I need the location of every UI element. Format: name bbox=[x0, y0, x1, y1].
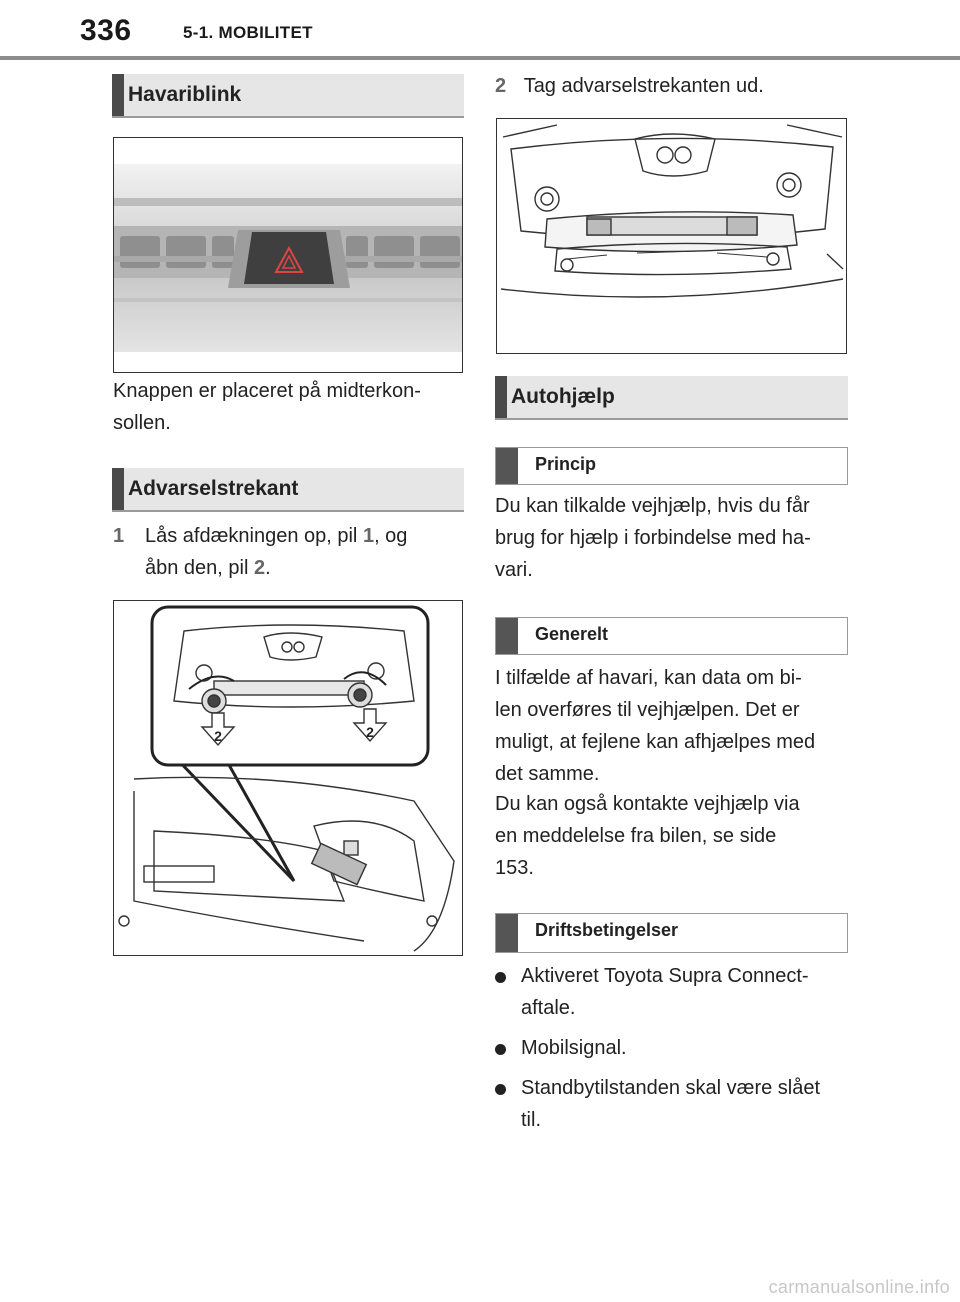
subheading-title: Generelt bbox=[535, 624, 609, 644]
subheading-marker bbox=[496, 914, 518, 952]
section-heading-autohjaelp bbox=[495, 376, 848, 420]
subheading-title: Driftsbetingelser bbox=[535, 920, 679, 940]
subheading-marker bbox=[496, 448, 518, 484]
text-line: I tilfælde af havari, kan data om bi- bbox=[495, 667, 802, 689]
text-line: muligt, at fejlene kan afhjælpes med bbox=[495, 731, 816, 753]
list-item bbox=[495, 960, 855, 1024]
step-text: . bbox=[265, 557, 271, 579]
section-title: Autohjælp bbox=[511, 385, 615, 408]
step-1 bbox=[113, 520, 463, 584]
bullet-icon bbox=[495, 972, 506, 983]
heading-marker bbox=[495, 376, 507, 418]
vent-slats-right bbox=[346, 236, 460, 268]
subheading-driftsbetingelser bbox=[495, 913, 848, 953]
section-heading-advarselstrekant bbox=[112, 468, 464, 512]
text-line: aftale. bbox=[521, 997, 576, 1019]
subheading-princip bbox=[495, 447, 848, 485]
vent-slats-left bbox=[120, 236, 234, 268]
text-line: til. bbox=[521, 1109, 541, 1131]
caption-line: sollen. bbox=[113, 412, 171, 434]
figure-trunk-cover bbox=[113, 600, 463, 956]
step-2 bbox=[495, 70, 764, 102]
subheading-generelt bbox=[495, 617, 848, 655]
step-number: 1 bbox=[113, 525, 125, 547]
step-line bbox=[145, 520, 463, 552]
text-line: len overføres til vejhjælpen. Det er bbox=[495, 699, 800, 721]
section-title: Advarselstrekant bbox=[128, 477, 299, 500]
step-number: 2 bbox=[495, 75, 507, 97]
text-line: Mobilsignal. bbox=[521, 1037, 627, 1059]
text-line: det samme. bbox=[495, 763, 600, 785]
hazard-button bbox=[244, 232, 334, 284]
text-line: en meddelelse fra bilen, se side bbox=[495, 825, 777, 847]
arrow-ref: 1 bbox=[362, 525, 375, 547]
generelt-paragraph-2 bbox=[495, 788, 800, 884]
generelt-paragraph-1 bbox=[495, 662, 815, 790]
list-item bbox=[495, 1032, 855, 1064]
section-heading-havariblink bbox=[112, 74, 464, 118]
subheading-marker bbox=[496, 618, 518, 654]
trunk-cover-illustration bbox=[114, 601, 463, 956]
step-text: Tag advarselstrekanten ud. bbox=[523, 75, 764, 97]
page-number: 336 bbox=[80, 14, 132, 47]
arrow-label: 2 bbox=[366, 724, 374, 740]
text-line: Standbytilstanden skal være slået bbox=[521, 1077, 821, 1099]
step-line bbox=[145, 552, 463, 584]
bullet-list bbox=[495, 960, 855, 1136]
arrow-label: 2 bbox=[214, 728, 222, 744]
bullet-icon bbox=[495, 1044, 506, 1055]
hazard-button-illustration bbox=[114, 138, 463, 373]
text-line: vari. bbox=[495, 559, 533, 581]
heading-marker bbox=[112, 468, 124, 510]
triangle-holder-illustration bbox=[497, 119, 847, 354]
header-divider bbox=[0, 56, 960, 60]
step-text: , og bbox=[374, 525, 408, 547]
section-title: Havariblink bbox=[128, 83, 242, 106]
watermark: carmanualsonline.info bbox=[768, 1277, 950, 1297]
list-item bbox=[495, 1072, 855, 1136]
text-line: 153. bbox=[495, 857, 534, 879]
step-text: Lås afdækningen op, pil bbox=[145, 525, 363, 547]
step-text: åbn den, pil bbox=[145, 557, 254, 579]
subheading-title: Princip bbox=[535, 454, 597, 474]
caption-line: Knappen er placeret på midterkon- bbox=[113, 380, 421, 402]
arrow-ref: 2 bbox=[253, 557, 266, 579]
figure-hazard-button bbox=[113, 137, 463, 373]
heading-marker bbox=[112, 74, 124, 116]
text-line: Du kan også kontakte vejhjælp via bbox=[495, 793, 800, 815]
chapter-title: 5-1. MOBILITET bbox=[183, 23, 313, 42]
bullet-icon bbox=[495, 1084, 506, 1095]
text-line: Du kan tilkalde vejhjælp, hvis du får bbox=[495, 495, 810, 517]
hazard-caption bbox=[113, 375, 421, 439]
princip-text bbox=[495, 490, 811, 586]
figure-triangle-holder bbox=[496, 118, 847, 354]
text-line: brug for hjælp i forbindelse med ha- bbox=[495, 527, 811, 549]
text-line: Aktiveret Toyota Supra Connect- bbox=[521, 965, 809, 987]
